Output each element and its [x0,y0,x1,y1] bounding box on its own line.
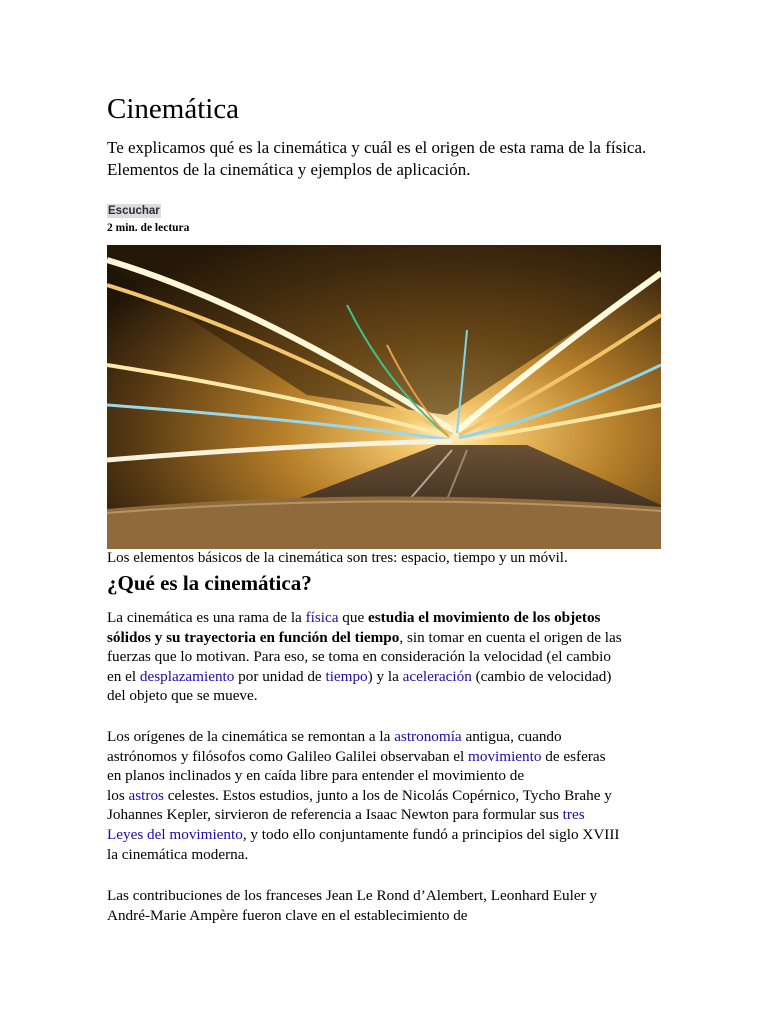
link-tres-leyes[interactable]: Leyes del movimiento [107,825,243,843]
link-tiempo[interactable]: tiempo [325,667,368,685]
read-time: 2 min. de lectura [107,222,190,234]
paragraph-definition: La cinemática es una rama de la física que estudia el movimiento de los objetos sólidos y su trayectoria en función del tiempo, sin tomar en cuenta el origen de las fuerzas que lo motivan. Para eso, se toma en consideración la velocidad (el cambio en el desplazamiento por unidad de tiempo) y la aceleración (cambio de velocidad) del objeto que se mueve. [107,609,622,705]
link-tres-leyes[interactable]: tres [562,806,585,824]
link-astronomia[interactable]: astronomía [394,728,462,745]
bold-text: sólidos y su trayectoria en función del tiempo [107,628,400,646]
listen-button[interactable]: Escuchar [108,205,160,217]
link-aceleracion[interactable]: aceleración [402,667,472,685]
paragraph-contributions: Las contribuciones de los franceses Jean Le Rond d’Alembert, Leonhard Euler y André-Marie Ampère fueron clave en el establecimiento de [107,887,598,924]
paragraph-origins: Los orígenes de la cinemática se remontan a la astronomía antigua, cuando astrónomos y filósofos como Galileo Galilei observaban el movimiento de esferas en planos inclinados y en caída libre para entender el movimiento de los astros celestes. Estos estudios, junto a los de Nicolás Copérnico, Tycho Brahe y Johannes Kepler, sirvieron de referencia a Isaac Newton para formular sus tres Leyes del movimiento, y todo ello conjuntamente fundó a principios del siglo XVIII la cinemática moderna. [107,728,620,863]
image-caption: Los elementos básicos de la cinemática son tres: espacio, tiempo y un móvil. [107,550,568,566]
link-desplazamiento[interactable]: desplazamiento [139,667,235,685]
bold-text: estudia el movimiento de los objetos [368,609,601,626]
link-movimiento[interactable]: movimiento [468,747,542,765]
page-title: Cinemática [107,93,240,125]
link-astros[interactable]: astros [128,786,164,804]
article-subtitle: Te explicamos qué es la cinemática y cuál es el origen de esta rama de la física. Elementos de la cinemática y ejemplos de aplicación. [107,138,647,179]
tunnel-light-trails-image [107,245,661,549]
section-heading: ¿Qué es la cinemática? [107,571,312,595]
link-fisica[interactable]: física [305,609,339,626]
